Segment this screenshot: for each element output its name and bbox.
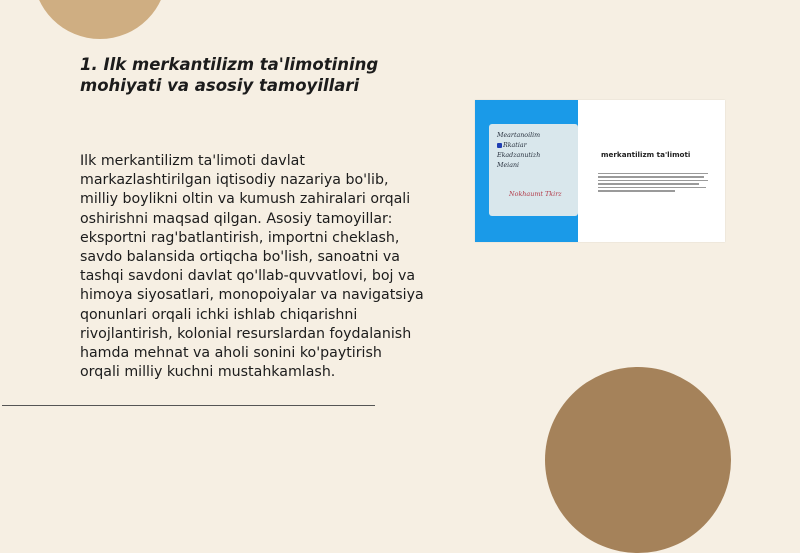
thumbnail-text-line [598, 187, 706, 188]
thumbnail-card-line: Meiani [497, 162, 520, 169]
thumbnail-text-line [598, 183, 699, 184]
thumbnail-text-lines [598, 173, 708, 194]
thumbnail-card-line: Meartanoilim [497, 132, 541, 139]
thumbnail-card-signature: Nokhaumt Tkirz [509, 190, 562, 198]
thumbnail-card-line [497, 141, 577, 151]
thumbnail-card [489, 124, 578, 216]
thumbnail-text-line [598, 180, 708, 181]
thumbnail-card-text [497, 131, 577, 171]
decorative-circle-top [33, 0, 167, 39]
slide-body-text: Ilk merkantilizm ta'limoti davlat markazlashtirilgan iqtisodiy nazariya bo'lib, milliy boylikni oltin va kumush zahiralari orqali oshirishni maqsad qilgan. Asosiy tamoyillar: eksportni rag'batlantirish, importni cheklash, savdo balansida ortiqcha bo'lish, sanoatni va tashqi savdoni davlat qo'llab-quvvatlovi, boj va himoya siyosatlari, monopoiyalar va navigatsiya qonunlari orqali ichki ishlab chiqarishni rivojlantirish, kolonial resurslardan foydalanish hamda mehnat va aholi sonini ko'paytirish orqali milliy kuchni mustahkamlash. [80, 153, 424, 381]
thumbnail-text-line [598, 190, 675, 191]
thumbnail-card-line: Ekadzanutizh [497, 152, 541, 159]
thumbnail-card-line-text: Rkatiar [503, 142, 527, 149]
thumbnail-text-line [598, 176, 704, 177]
divider-line [2, 405, 375, 406]
slide-thumbnail-image [475, 100, 725, 242]
thumbnail-text-line [598, 173, 708, 174]
bullet-icon [497, 143, 502, 148]
slide-title: 1. Ilk merkantilizm ta'limotining mohiyati va asosiy tamoyillari [80, 55, 379, 95]
thumbnail-heading: merkantilizm ta'limoti [601, 150, 691, 159]
decorative-circle-bottom [545, 367, 731, 553]
